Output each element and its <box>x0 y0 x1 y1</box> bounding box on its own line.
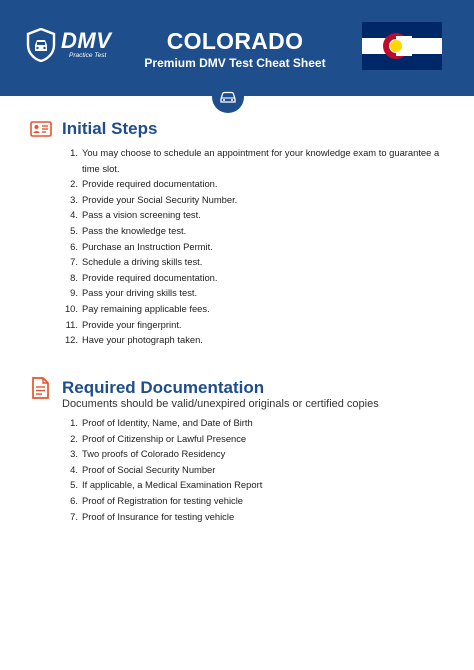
list-item <box>62 332 450 348</box>
document-icon <box>31 377 49 404</box>
logo-tagline: Practice Test <box>69 52 107 59</box>
list-number: 2. <box>70 178 78 190</box>
list-number: 2. <box>70 432 78 444</box>
list-text: Proof of Social Security Number <box>82 463 216 475</box>
list-text: Proof of Registration for testing vehicle <box>82 494 244 506</box>
page-subtitle: Premium DMV Test Cheat Sheet <box>144 56 326 70</box>
list-item <box>62 462 450 478</box>
list-item <box>62 223 450 239</box>
list-text: Purchase an Instruction Permit. <box>82 240 213 252</box>
list-item <box>62 270 450 286</box>
list-number: 6. <box>70 240 78 252</box>
list-item <box>62 317 450 333</box>
initial-steps-list <box>62 145 450 348</box>
list-number: 7. <box>70 510 78 522</box>
list-number: 3. <box>70 193 78 205</box>
list-text: Provide your fingerprint. <box>82 318 182 330</box>
list-item <box>62 285 450 301</box>
list-text: Provide required documentation. <box>82 271 218 283</box>
page-title: COLORADO <box>166 28 304 54</box>
list-text: Pay remaining applicable fees. <box>82 302 210 314</box>
list-number: 1. <box>70 147 78 158</box>
list-number: 4. <box>70 209 78 221</box>
car-icon <box>218 90 238 104</box>
list-number: 8. <box>70 271 78 283</box>
list-item <box>62 239 450 255</box>
list-item <box>62 192 450 208</box>
list-item <box>62 431 450 447</box>
list-text: Two proofs of Colorado Residency <box>82 448 226 460</box>
list-item <box>62 145 450 176</box>
list-number: 12. <box>64 334 78 346</box>
list-text: Provide required documentation. <box>82 178 218 190</box>
list-text: You may choose to schedule an appointment for your knowledge exam to guarantee a time slot. <box>82 147 440 174</box>
list-text: Pass the knowledge test. <box>82 224 187 236</box>
list-item <box>62 446 450 462</box>
list-item <box>62 509 450 525</box>
list-item <box>62 254 450 270</box>
list-number: 5. <box>70 479 78 491</box>
list-number: 7. <box>70 256 78 268</box>
list-text: If applicable, a Medical Examination Report <box>82 479 263 491</box>
dmv-logo[interactable] <box>26 28 111 62</box>
list-number: 11. <box>65 318 78 330</box>
list-number: 4. <box>70 463 78 475</box>
list-item <box>62 493 450 509</box>
list-item <box>62 477 450 493</box>
initial-steps-heading: Initial Steps <box>62 119 158 138</box>
list-item <box>62 415 450 431</box>
list-text: Schedule a driving skills test. <box>82 256 203 268</box>
list-number: 10. <box>64 302 78 314</box>
list-number: 6. <box>70 494 78 506</box>
list-text: Proof of Insurance for testing vehicle <box>82 510 235 522</box>
list-item <box>62 301 450 317</box>
required-docs-subtitle: Documents should be valid/unexpired originals or certified copies <box>62 398 379 410</box>
list-number: 3. <box>70 448 78 460</box>
id-card-icon <box>30 121 52 142</box>
colorado-flag-icon <box>362 22 442 70</box>
car-icon-badge <box>212 81 244 113</box>
list-text: Pass your driving skills test. <box>82 287 198 299</box>
list-text: Provide your Social Security Number. <box>82 193 238 205</box>
required-docs-heading: Required Documentation <box>62 378 265 397</box>
list-item <box>62 207 450 223</box>
required-docs-list <box>62 415 450 524</box>
list-item <box>62 176 450 192</box>
list-number: 1. <box>70 417 78 428</box>
header-banner <box>0 0 474 96</box>
list-text: Have your photograph taken. <box>82 334 203 346</box>
list-text: Proof of Citizenship or Lawful Presence <box>82 432 247 444</box>
list-text: Pass a vision screening test. <box>82 209 201 221</box>
list-text: Proof of Identity, Name, and Date of Birth <box>82 417 253 428</box>
list-number: 9. <box>70 287 78 299</box>
logo-wordmark: DMV <box>61 28 112 53</box>
list-number: 5. <box>70 224 78 236</box>
shield-car-icon <box>26 28 56 62</box>
